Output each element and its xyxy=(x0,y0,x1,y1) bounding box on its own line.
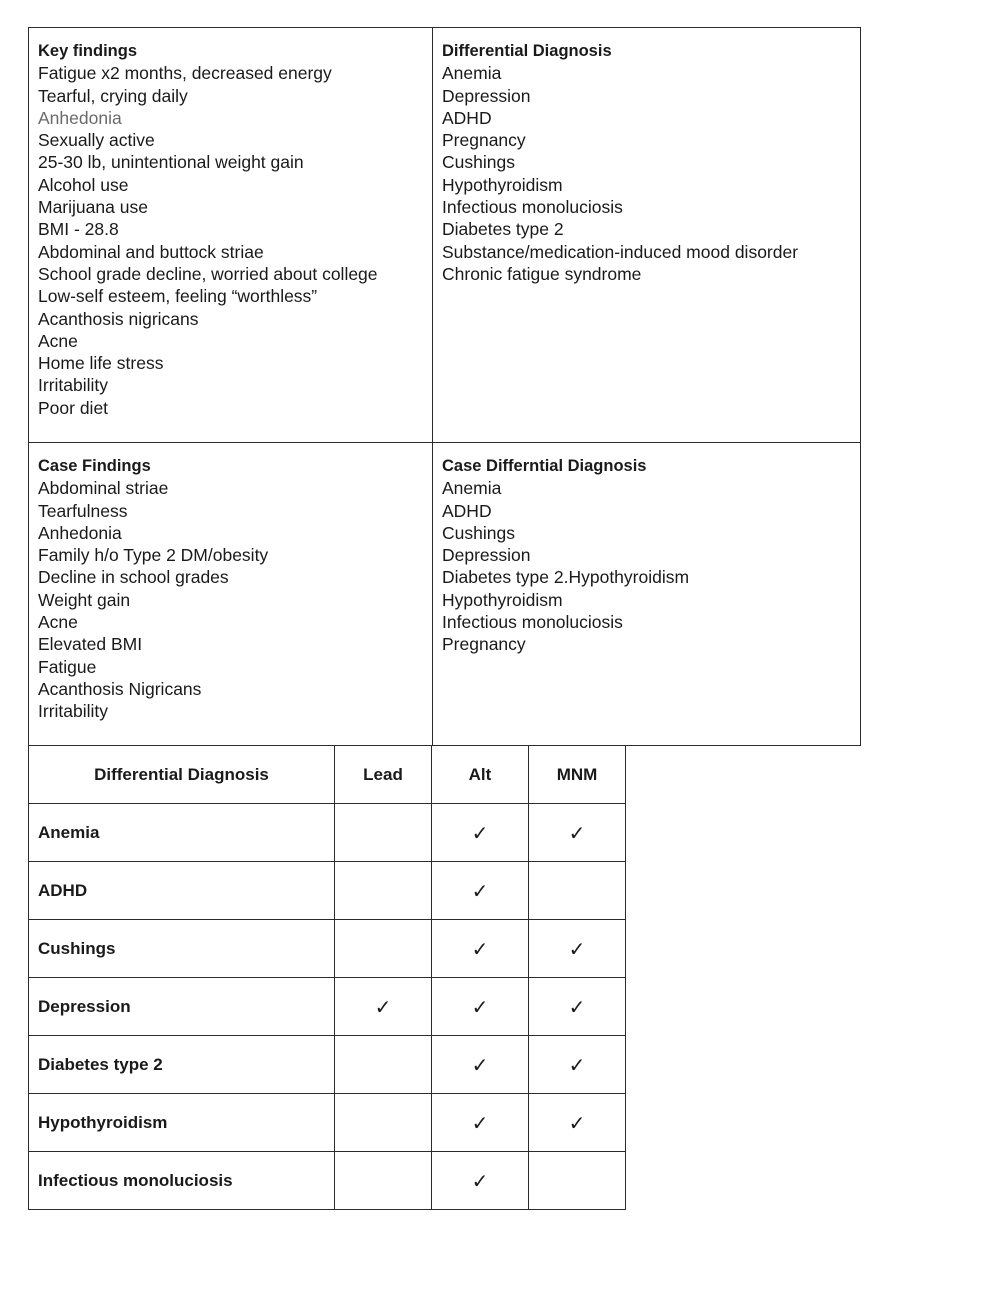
list-item: Infectious monoluciosis xyxy=(442,197,623,218)
checkmark-icon: ✓ xyxy=(471,994,489,1019)
list-item: Hypothyroidism xyxy=(442,589,563,610)
dd-row-diagnosis: Anemia xyxy=(29,804,335,862)
dd-cell-lead xyxy=(335,1152,432,1210)
dd-row xyxy=(29,862,626,920)
list-item: Anemia xyxy=(442,478,502,499)
dd-cell-alt xyxy=(432,920,529,978)
list-item: Depression xyxy=(442,545,531,566)
dd-row xyxy=(29,1094,626,1152)
dd-cell-alt xyxy=(432,862,529,920)
list-item: Cushings xyxy=(442,522,515,543)
dd-cell-lead xyxy=(335,1036,432,1094)
list-item: Fatigue x2 months, decreased energy xyxy=(38,63,332,84)
dd-header-mnm: MNM xyxy=(529,746,626,804)
dd-row-diagnosis: Cushings xyxy=(29,920,335,978)
list-item: Low-self esteem, feeling “worthless” xyxy=(38,286,318,307)
list-item: Abdominal striae xyxy=(38,478,169,499)
list-item: Alcohol use xyxy=(38,174,129,195)
dd-cell-alt xyxy=(432,1152,529,1210)
dd-row xyxy=(29,1152,626,1210)
list-item: Elevated BMI xyxy=(38,634,143,655)
dd-cell-lead xyxy=(335,920,432,978)
dd-cell-mnm xyxy=(529,1152,626,1210)
key-findings-heading: Key findings xyxy=(38,42,138,60)
differential-diagnosis-cell xyxy=(433,28,861,443)
list-item: Weight gain xyxy=(38,589,131,610)
dd-row-diagnosis: Depression xyxy=(29,978,335,1036)
dd-cell-lead xyxy=(335,862,432,920)
dd-header-lead: Lead xyxy=(335,746,432,804)
list-item: Tearfulness xyxy=(38,500,128,521)
case-differential-list xyxy=(442,477,851,655)
list-item: 25-30 lb, unintentional weight gain xyxy=(38,152,304,173)
list-item: Abdominal and buttock striae xyxy=(38,241,264,262)
dd-row xyxy=(29,920,626,978)
dd-table-body xyxy=(29,804,626,1210)
dd-cell-mnm xyxy=(529,804,626,862)
dd-row-diagnosis: Diabetes type 2 xyxy=(29,1036,335,1094)
list-item: Acne xyxy=(38,612,78,633)
case-findings-cell xyxy=(29,443,433,746)
dd-cell-mnm xyxy=(529,1036,626,1094)
dd-header-row xyxy=(29,746,626,804)
dd-cell-alt xyxy=(432,804,529,862)
differential-diagnosis-list xyxy=(442,62,851,285)
checkmark-icon: ✓ xyxy=(568,820,586,845)
list-item: Depression xyxy=(442,85,531,106)
checkmark-icon: ✓ xyxy=(471,1168,489,1193)
list-item: Infectious monoluciosis xyxy=(442,612,623,633)
dd-row-diagnosis: Infectious monoluciosis xyxy=(29,1152,335,1210)
list-item: Substance/medication-induced mood disorder xyxy=(442,241,799,262)
checkmark-icon: ✓ xyxy=(471,878,489,903)
list-item: Tearful, crying daily xyxy=(38,85,188,106)
dd-cell-mnm xyxy=(529,862,626,920)
differential-diagnosis-heading: Differential Diagnosis xyxy=(442,42,612,60)
case-differential-heading: Case Differntial Diagnosis xyxy=(442,457,647,475)
checkmark-icon: ✓ xyxy=(374,994,392,1019)
list-item: Anhedonia xyxy=(38,107,122,128)
list-item: Irritability xyxy=(38,375,109,396)
case-findings-list xyxy=(38,477,423,722)
differential-diagnosis-table xyxy=(28,745,626,1210)
list-item: Anemia xyxy=(442,63,502,84)
list-item: Irritability xyxy=(38,701,109,722)
list-item: Decline in school grades xyxy=(38,567,229,588)
list-item: Home life stress xyxy=(38,353,164,374)
list-item: Hypothyroidism xyxy=(442,174,563,195)
list-item: Diabetes type 2 xyxy=(442,219,564,240)
list-item: Diabetes type 2.Hypothyroidism xyxy=(442,567,690,588)
list-item: Pregnancy xyxy=(442,130,526,151)
key-findings-cell xyxy=(29,28,433,443)
list-item: Chronic fatigue syndrome xyxy=(442,263,642,284)
checkmark-icon: ✓ xyxy=(471,820,489,845)
dd-cell-alt xyxy=(432,1094,529,1152)
findings-grid xyxy=(28,27,861,746)
case-differential-cell xyxy=(433,443,861,746)
list-item: Pregnancy xyxy=(442,634,526,655)
list-item: BMI - 28.8 xyxy=(38,219,119,240)
list-item: Anhedonia xyxy=(38,522,122,543)
dd-row-diagnosis: ADHD xyxy=(29,862,335,920)
dd-header-diagnosis: Differential Diagnosis xyxy=(29,746,335,804)
list-item: ADHD xyxy=(442,500,492,521)
dd-row xyxy=(29,978,626,1036)
dd-row xyxy=(29,1036,626,1094)
list-item: Acne xyxy=(38,330,78,351)
dd-cell-lead xyxy=(335,978,432,1036)
checkmark-icon: ✓ xyxy=(568,994,586,1019)
dd-cell-mnm xyxy=(529,1094,626,1152)
dd-row-diagnosis: Hypothyroidism xyxy=(29,1094,335,1152)
key-findings-list xyxy=(38,62,423,419)
dd-cell-lead xyxy=(335,1094,432,1152)
case-findings-heading: Case Findings xyxy=(38,457,151,475)
list-item: Marijuana use xyxy=(38,197,148,218)
list-item: Fatigue xyxy=(38,656,97,677)
list-item: Cushings xyxy=(442,152,515,173)
list-item: Poor diet xyxy=(38,397,109,418)
dd-row xyxy=(29,804,626,862)
list-item: Acanthosis Nigricans xyxy=(38,678,202,699)
dd-cell-alt xyxy=(432,978,529,1036)
list-item: Sexually active xyxy=(38,130,155,151)
dd-header-alt: Alt xyxy=(432,746,529,804)
checkmark-icon: ✓ xyxy=(568,936,586,961)
list-item: School grade decline, worried about college xyxy=(38,263,378,284)
list-item: Family h/o Type 2 DM/obesity xyxy=(38,545,269,566)
list-item: Acanthosis nigricans xyxy=(38,308,199,329)
checkmark-icon: ✓ xyxy=(471,1052,489,1077)
dd-cell-mnm xyxy=(529,978,626,1036)
checkmark-icon: ✓ xyxy=(471,936,489,961)
dd-cell-lead xyxy=(335,804,432,862)
dd-cell-alt xyxy=(432,1036,529,1094)
list-item: ADHD xyxy=(442,107,492,128)
checkmark-icon: ✓ xyxy=(568,1052,586,1077)
checkmark-icon: ✓ xyxy=(568,1110,586,1135)
dd-cell-mnm xyxy=(529,920,626,978)
checkmark-icon: ✓ xyxy=(471,1110,489,1135)
